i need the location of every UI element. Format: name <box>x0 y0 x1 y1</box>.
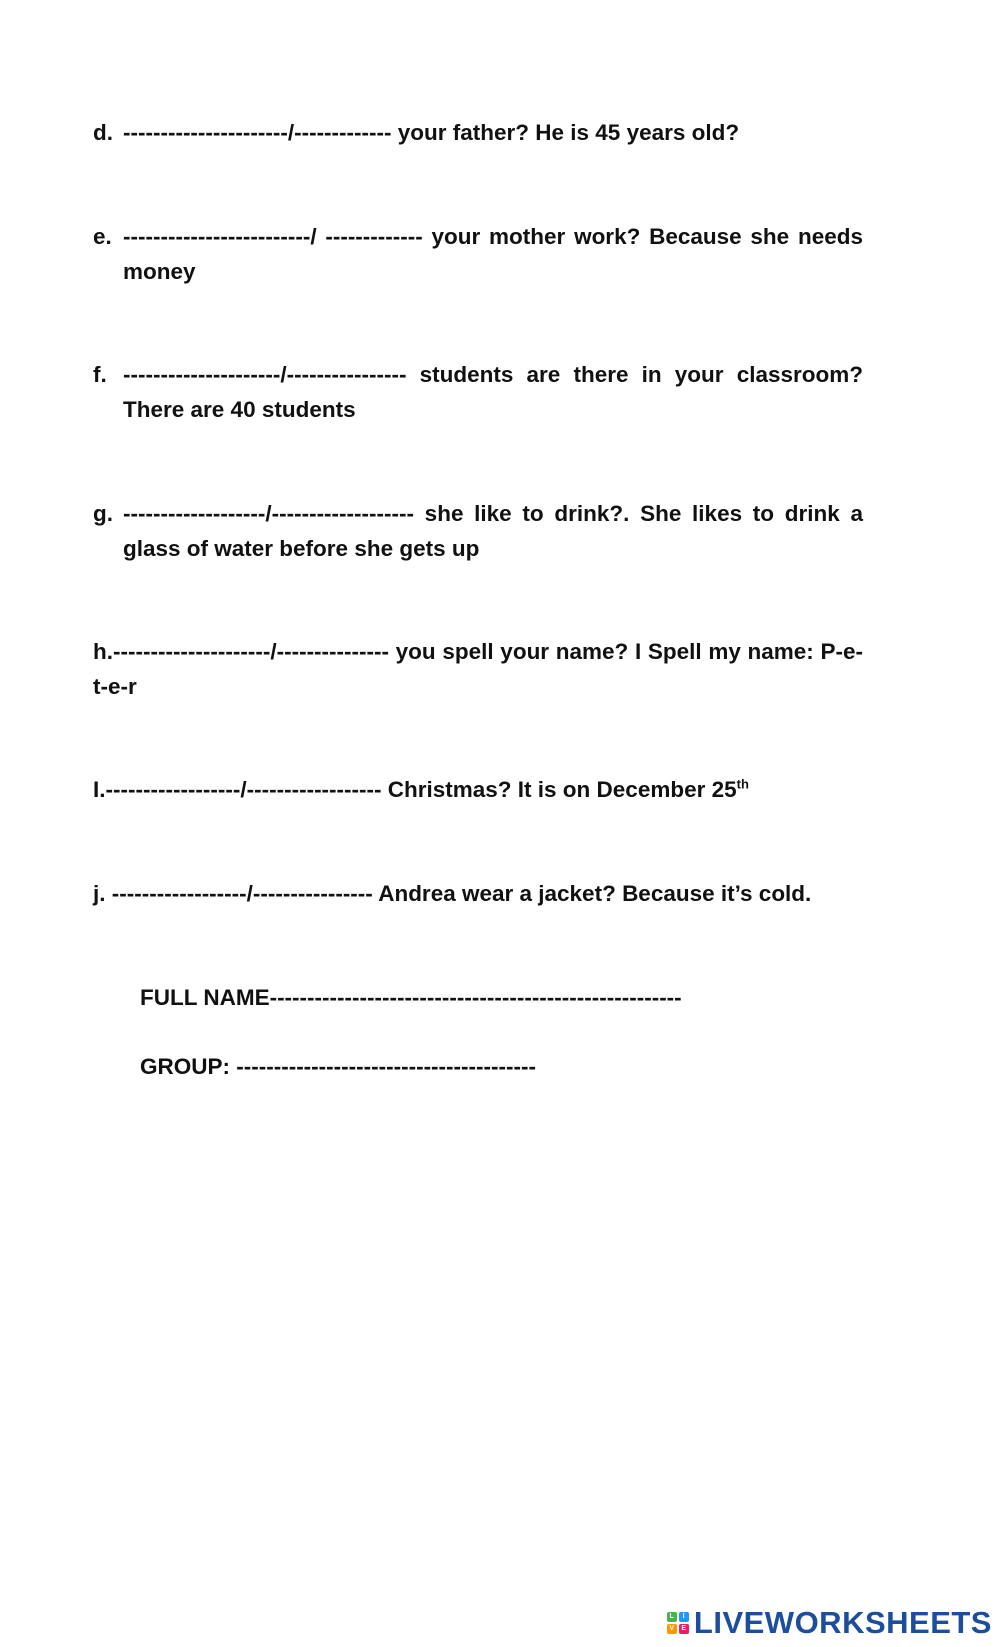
question-text: -------------------/------------------- she like to drink?. She likes to drink a glass of water before she gets up <box>123 501 863 561</box>
full-name-field: FULL NAME------------------------------------------------------- <box>140 985 682 1010</box>
ordinal-suffix: th <box>736 776 749 792</box>
logo-mark-tile: V <box>667 1624 677 1634</box>
question-j <box>93 876 863 911</box>
question-label: g. <box>93 501 113 526</box>
group-field: GROUP: ---------------------------------------- <box>140 1054 536 1079</box>
question-label: e. <box>93 224 112 249</box>
question-label: f. <box>93 362 107 387</box>
question-label: I. <box>93 777 106 802</box>
logo-mark-tile: L <box>667 1612 677 1622</box>
question-h <box>93 634 863 704</box>
logo-text: LIVEWORKSHEETS <box>693 1605 992 1640</box>
question-text: ------------------/------------------ Christmas? It is on December 25 <box>105 777 737 802</box>
question-e <box>93 219 863 289</box>
question-d <box>93 115 863 150</box>
question-text: -------------------------/ ------------- your mother work? Because she needs money <box>123 224 863 284</box>
question-text: ------------------/---------------- Andrea wear a jacket? Because it’s cold. <box>111 881 812 906</box>
question-label: h. <box>93 639 113 664</box>
liveworksheets-logo <box>667 1605 992 1641</box>
logo-mark-icon <box>667 1612 689 1634</box>
question-text: ---------------------/---------------- students are there in your classroom? There are 40 students <box>123 362 863 422</box>
question-i <box>93 772 863 807</box>
question-label: d. <box>93 120 113 145</box>
question-label: j. <box>93 881 106 906</box>
question-text: ---------------------/--------------- you spell your name? I Spell my name: P-e-t-e-r <box>93 639 863 699</box>
question-g <box>93 496 863 566</box>
question-text: ----------------------/------------- your father? He is 45 years old? <box>123 120 740 145</box>
logo-mark-tile: E <box>679 1624 689 1634</box>
question-f <box>93 357 863 427</box>
logo-mark-tile: I <box>679 1612 689 1622</box>
